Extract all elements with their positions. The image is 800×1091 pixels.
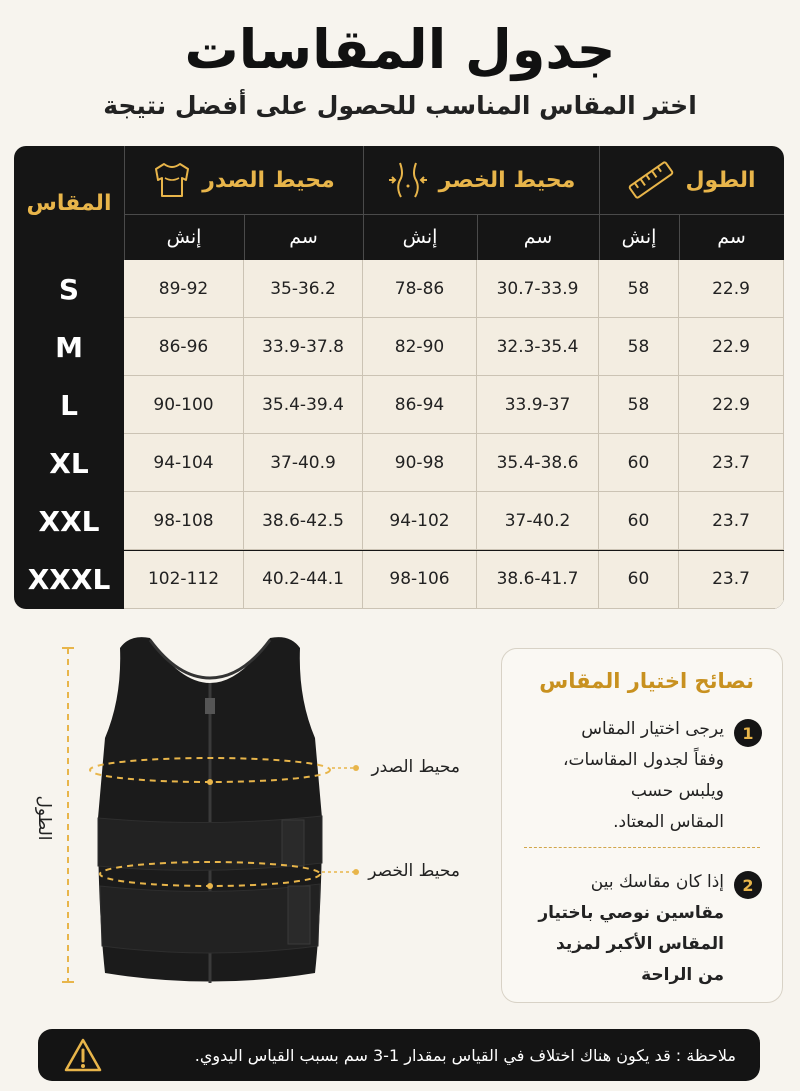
chest-label: محيط الصدر	[371, 757, 460, 777]
table-cell: 98-108	[124, 492, 244, 550]
group-header-ruler	[599, 146, 784, 214]
unit-header-cm: سم	[717, 226, 746, 248]
vest-diagram	[60, 628, 360, 1000]
table-cell: 82-90	[363, 318, 477, 376]
table-gridline	[363, 146, 364, 260]
group-header-chest	[124, 146, 363, 214]
table-cell: 33.9-37.8	[244, 318, 363, 376]
table-cell: 58	[599, 260, 679, 318]
tip-1-line: يرجى اختيار المقاس	[581, 719, 724, 739]
size-label: XXXL	[27, 563, 111, 597]
note-bar	[38, 1029, 760, 1081]
table-cell: 58	[599, 318, 679, 376]
size-label: M	[55, 330, 83, 364]
tips-divider	[524, 847, 760, 848]
group-header-waist	[363, 146, 599, 214]
table-cell: 38.6-42.5	[244, 492, 363, 550]
waist-label: محيط الخصر	[368, 861, 460, 881]
table-gridline	[599, 146, 600, 260]
table-cell: 35.4-38.6	[477, 434, 599, 492]
tip-2-line: إذا كان مقاسك بين	[590, 872, 724, 892]
size-label: L	[60, 388, 78, 422]
table-cell: 98-106	[363, 551, 477, 609]
unit-header-cm: سم	[523, 226, 553, 248]
table-cell: 60	[599, 492, 679, 550]
tip-1	[524, 714, 724, 838]
table-cell: 35-36.2	[244, 260, 363, 318]
size-label: XXL	[38, 504, 100, 538]
table-cell: 33.9-37	[477, 376, 599, 434]
table-cell: 23.7	[679, 551, 784, 609]
tips-box	[501, 648, 783, 1003]
tip-1-line: وفقاً لجدول المقاسات،	[563, 750, 724, 770]
table-cell: 22.9	[679, 376, 784, 434]
vest-illustration	[60, 628, 360, 1000]
tip-1-line: المقاس المعتاد.	[613, 812, 724, 832]
unit-header-inch: إنش	[402, 226, 438, 248]
length-dimension-line	[60, 646, 80, 986]
table-cell: 102-112	[124, 551, 244, 609]
table-cell: 32.3-35.4	[477, 318, 599, 376]
waist-icon	[387, 160, 429, 200]
unit-header-inch: إنش	[621, 226, 657, 248]
group-header-label: محيط الخصر	[438, 167, 576, 193]
table-cell: 86-94	[363, 376, 477, 434]
table-cell: 94-104	[124, 434, 244, 492]
unit-header-cm: سم	[289, 226, 318, 248]
tip-2	[524, 867, 724, 991]
table-cell: 89-92	[124, 260, 244, 318]
tip-2-line: المقاس الأكبر لمزيد	[556, 934, 724, 954]
tips-title: نصائح اختيار المقاس	[539, 669, 754, 693]
table-cell: 58	[599, 376, 679, 434]
ruler-icon	[627, 160, 675, 200]
table-cell: 78-86	[363, 260, 477, 318]
size-column-header: المقاس	[26, 190, 112, 216]
tip-number-1: 1	[734, 719, 762, 747]
table-cell: 37-40.2	[477, 492, 599, 550]
table-gridline	[679, 214, 680, 260]
page-subtitle: اختر المقاس المناسب للحصول على أفضل نتيجة	[103, 91, 697, 120]
table-gridline	[477, 214, 478, 260]
table-cell: 38.6-41.7	[477, 551, 599, 609]
size-label: S	[58, 272, 80, 306]
table-cell: 90-100	[124, 376, 244, 434]
table-cell: 23.7	[679, 492, 784, 550]
unit-header-inch: إنش	[166, 226, 202, 248]
table-gridline	[124, 214, 784, 215]
group-header-label: الطول	[685, 167, 756, 193]
length-label: الطول	[34, 795, 54, 841]
chest-icon	[152, 160, 192, 200]
tip-number-2: 2	[734, 871, 762, 899]
table-cell: 94-102	[363, 492, 477, 550]
table-cell: 30.7-33.9	[477, 260, 599, 318]
table-cell: 37-40.9	[244, 434, 363, 492]
group-header-label: محيط الصدر	[202, 167, 335, 193]
tip-2-line: من الراحة	[641, 965, 724, 985]
page-title: جدول المقاسات	[184, 18, 616, 81]
table-cell: 90-98	[363, 434, 477, 492]
size-label: XL	[49, 446, 89, 480]
table-cell: 86-96	[124, 318, 244, 376]
tip-2-line: مقاسين نوصي باختيار	[538, 903, 724, 923]
table-cell: 40.2-44.1	[244, 551, 363, 609]
table-cell: 60	[599, 434, 679, 492]
table-cell: 35.4-39.4	[244, 376, 363, 434]
table-cell: 22.9	[679, 318, 784, 376]
table-cell: 22.9	[679, 260, 784, 318]
size-chart-table	[14, 146, 784, 609]
table-cell: 60	[599, 551, 679, 609]
table-gridline	[124, 146, 125, 260]
warning-icon	[64, 1038, 102, 1072]
table-cell: 23.7	[679, 434, 784, 492]
table-gridline	[244, 214, 245, 260]
note-text: ملاحظة : قد يكون هناك اختلاف في القياس بمقدار 1-3 سم بسبب القياس اليدوي.	[194, 1045, 736, 1065]
tip-1-line: ويلبس حسب	[630, 781, 724, 801]
